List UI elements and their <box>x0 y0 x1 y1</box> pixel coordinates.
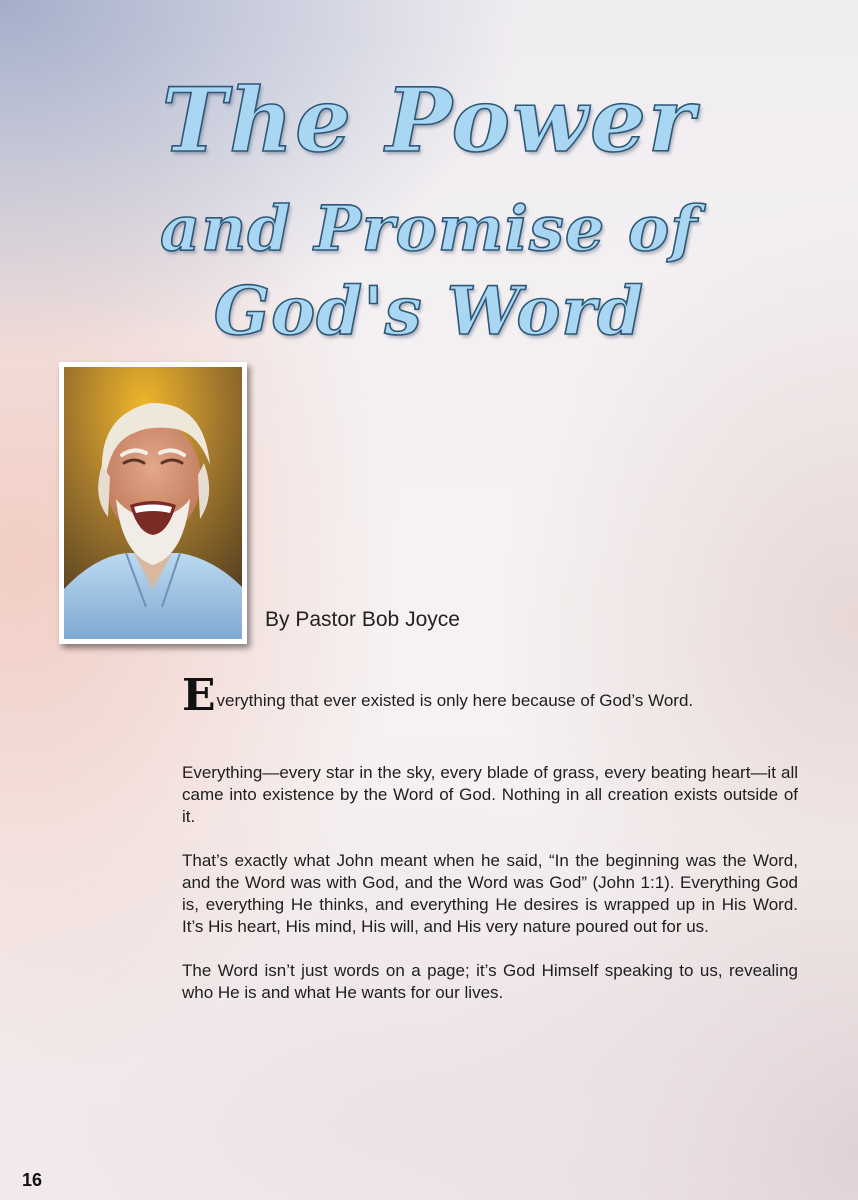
title-line-3: God's Word <box>213 272 645 350</box>
title-line-2: and Promise of <box>160 192 698 265</box>
title-line-1: The Power <box>161 68 697 172</box>
body-paragraph: Everything—every star in the sky, every blade of grass, every beating heart—it all came into existence by the Word of God. Nothing in all creation exists outside of it. <box>182 763 798 826</box>
lead-text: verything that ever existed is only here because of God’s Word. <box>216 691 694 710</box>
article-body <box>182 762 798 1026</box>
lead-paragraph <box>182 670 802 721</box>
author-photo <box>59 362 247 644</box>
page-number: 16 <box>22 1170 43 1190</box>
body-paragraph: The Word isn’t just words on a page; it’s God Himself speaking to us, revealing who He is and what He wants for our lives. <box>182 961 798 1002</box>
author-byline: By Pastor Bob Joyce <box>265 608 460 631</box>
drop-cap: E <box>182 670 216 721</box>
body-paragraph: That’s exactly what John meant when he said, “In the beginning was the Word, and the Word was with God, and the Word was God” (John 1:1). Everything God is, everything He thinks, and everything He desires is wrapped up in His Word. It’s His heart, His mind, His will, and His very nature poured out for us. <box>182 851 798 936</box>
author-portrait-image <box>64 367 242 639</box>
